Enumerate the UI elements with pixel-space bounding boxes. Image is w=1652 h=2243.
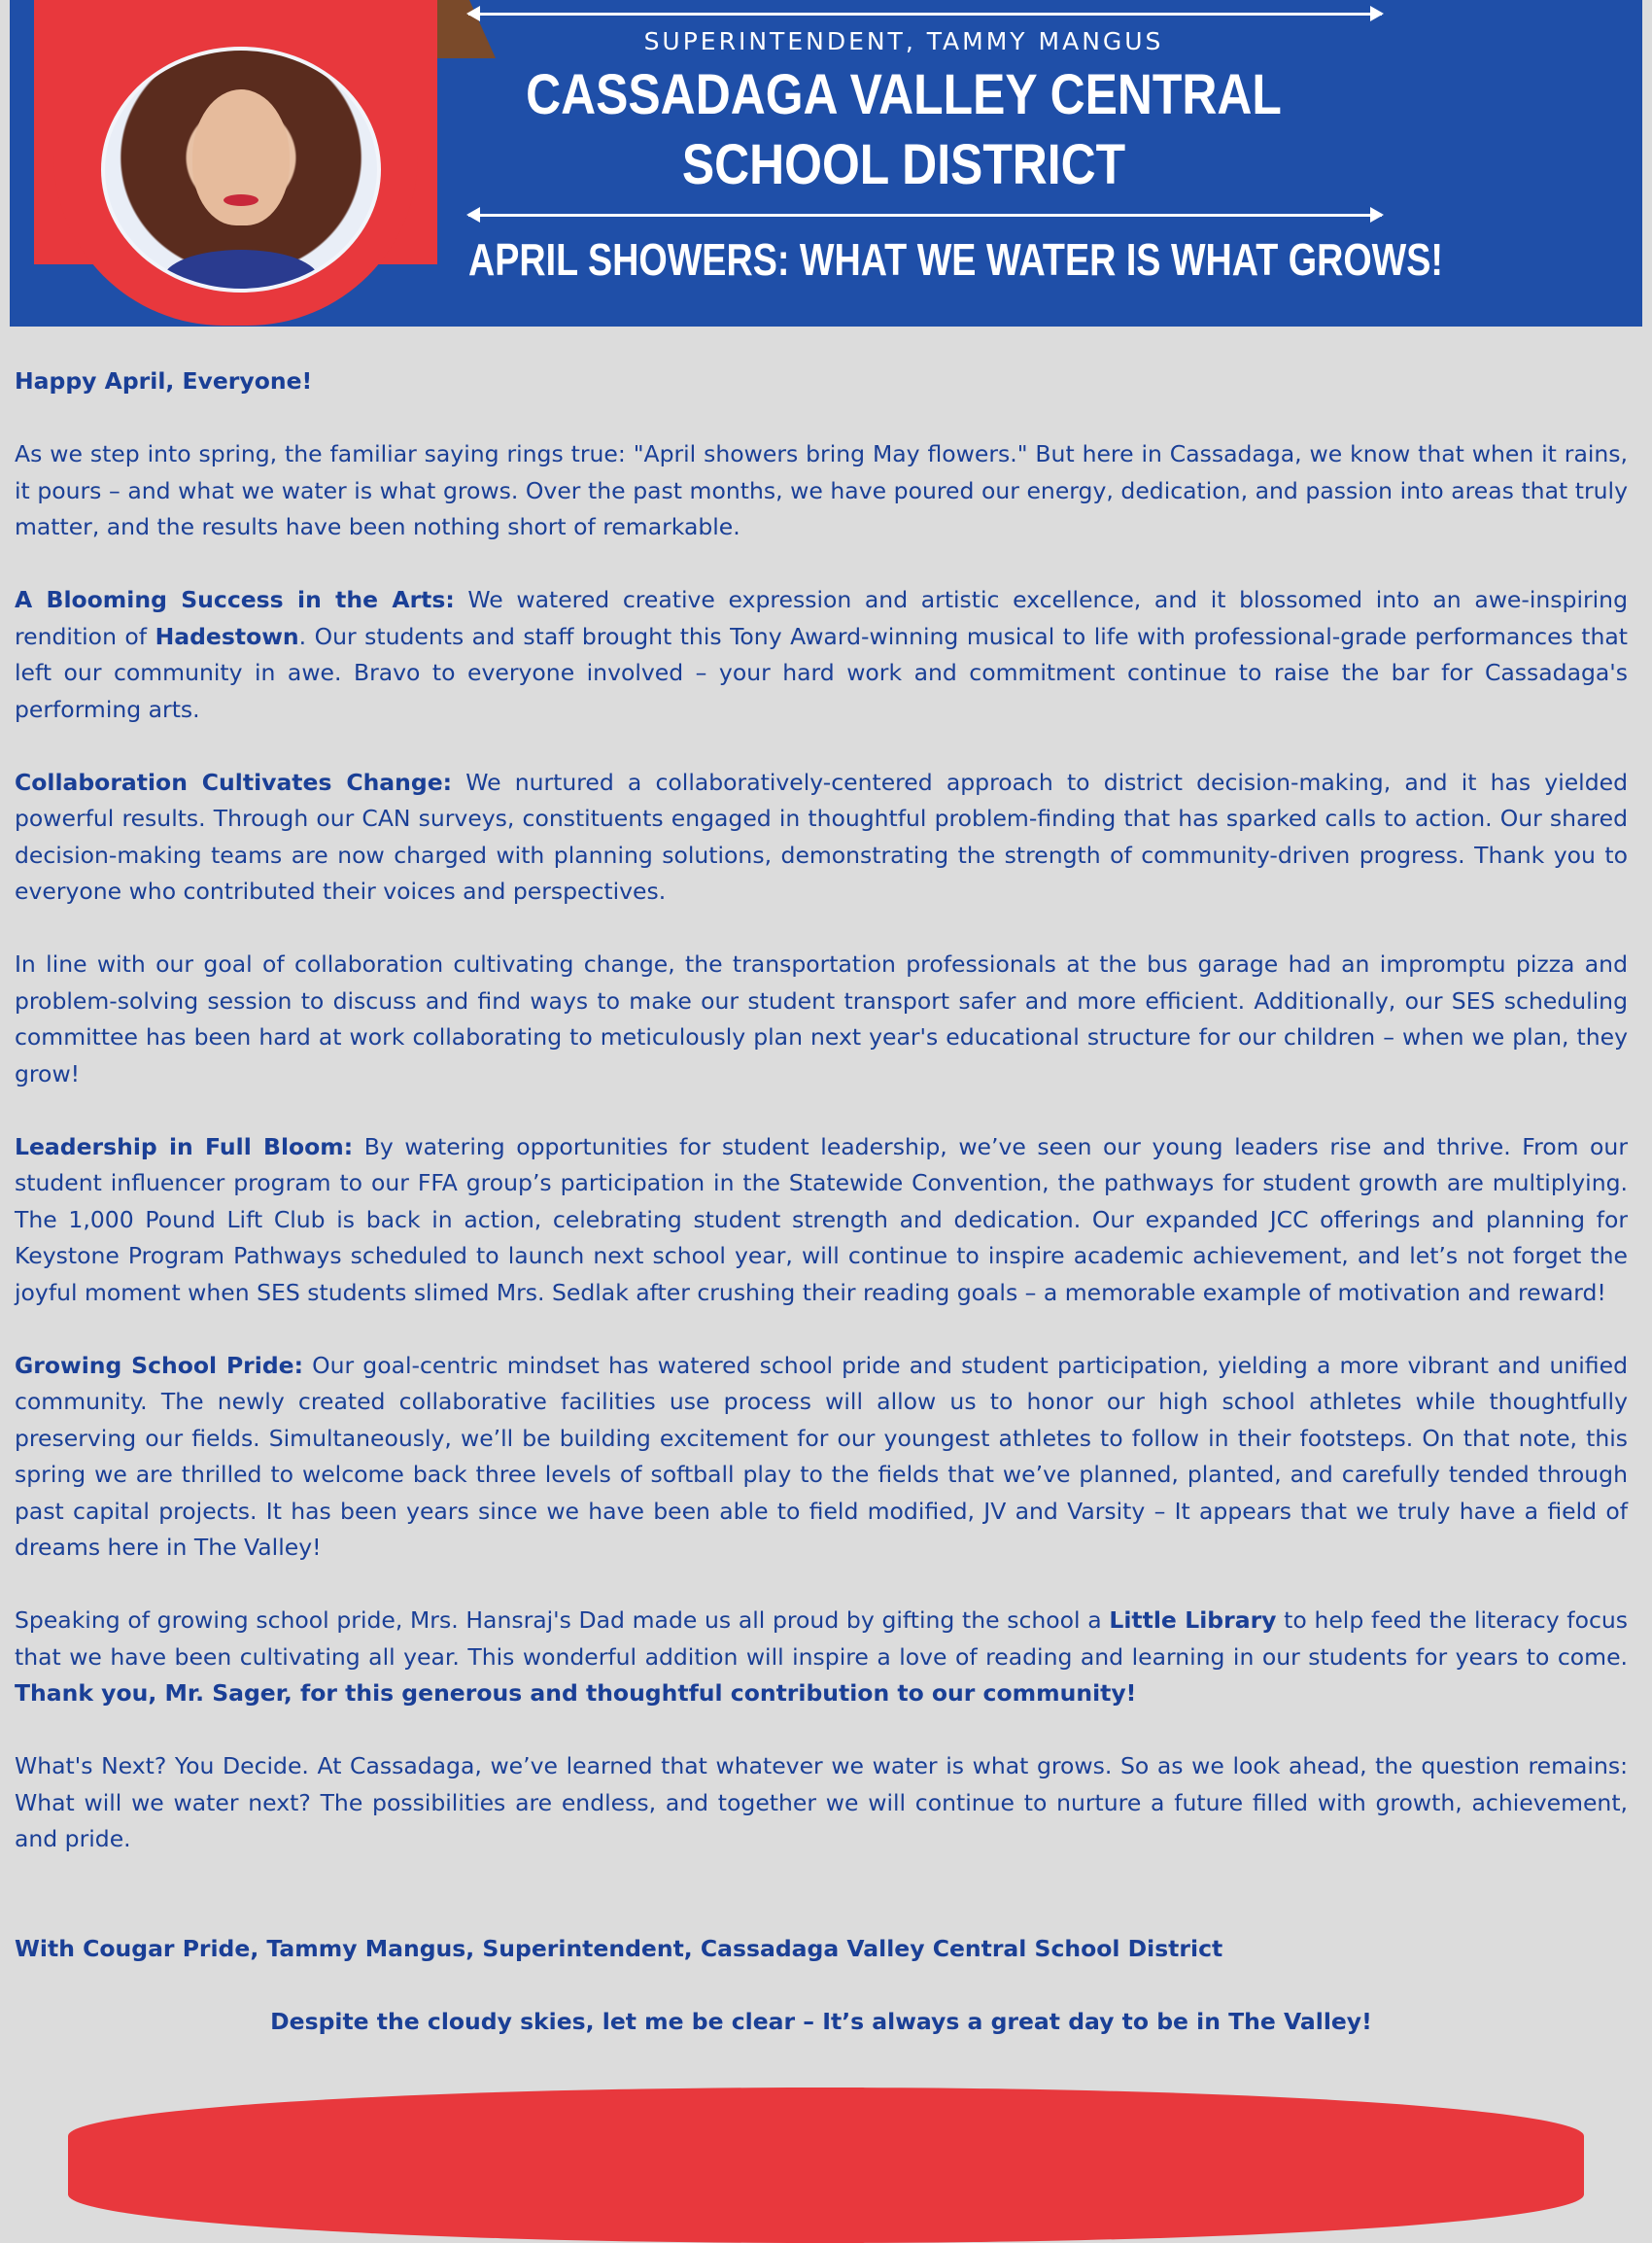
- collaboration-paragraph: [15, 765, 1628, 911]
- tagline: Despite the cloudy skies, let me be clear – It’s always a great day to be in The Valley!: [270, 2007, 1372, 2035]
- greeting: Happy April, Everyone!: [15, 367, 313, 395]
- leadership-paragraph: [15, 1129, 1628, 1312]
- intro-paragraph: As we step into spring, the familiar saying rings true: "April showers bring May flowers." But here in Cassadaga, we know that when it rains, it pours – and what we water is what grows. Over the past months, we have poured our energy, dedication, and passion into areas that truly matter, and the results have been nothing short of remarkable.: [15, 440, 1628, 540]
- transport-paragraph: In line with our goal of collaboration cultivating change, the transportation professionals at the bus garage had an impromptu pizza and problem-solving session to discuss and find ways to make our student transport safer and more efficient. Additionally, our SES scheduling committee has been hard at work collaborating to meticulously plan next year's educational structure for our children – when we plan, they grow!: [15, 950, 1628, 1087]
- photo-shirt: [163, 250, 319, 293]
- arts-paragraph: [15, 582, 1628, 728]
- pride-paragraph: [15, 1348, 1628, 1567]
- district-title-line1: CASSADAGA VALLEY CENTRAL: [526, 63, 1282, 126]
- superintendent-photo: [101, 47, 381, 293]
- library-paragraph: [15, 1603, 1628, 1712]
- leadership-text: By watering opportunities for student leadership, we’ve seen our young leaders rise and thrive. From our student influencer program to our FFA group’s participation in the Statewide Convention, the pathways for student growth are multiplying. The 1,000 Pound Lift Club is back in action, celebrating student strength and dedication. Our expanded JCC offerings and planning for Keystone Program Pathways scheduled to launch next school year, will continue to inspire academic achievement, and let’s not forget the joyful moment when SES students slimed Mrs. Sedlak after crushing their reading goals – a memorable example of motivation and reward!: [15, 1132, 1628, 1306]
- arts-show-name: Hadestown: [155, 622, 299, 650]
- pride-heading: Growing School Pride:: [15, 1351, 303, 1379]
- footer-red-band: [68, 2088, 1584, 2243]
- newsletter-theme: APRIL SHOWERS: WHAT WE WATER IS WHAT GROWS!: [468, 234, 1443, 285]
- library-highlight: Little Library: [1109, 1606, 1277, 1634]
- collaboration-heading: Collaboration Cultivates Change:: [15, 768, 453, 796]
- superintendent-line: SUPERINTENDENT, TAMMY MANGUS: [643, 27, 1164, 55]
- signoff: With Cougar Pride, Tammy Mangus, Superintendent, Cassadaga Valley Central School District: [15, 1934, 1223, 1962]
- pride-text: Our goal-centric mindset has watered school pride and student participation, yielding a more vibrant and unified community. The newly created collaborative facilities use process will allow us to honor our high school athletes while thoughtfully preserving our fields. Simultaneously, we’ll be building excitement for our youngest athletes to follow in their footsteps. On that note, this spring we are thrilled to welcome back three levels of softball play to the fields that we’ve planned, planted, and carefully tended through past capital projects. It has been years since we have been able to field modified, JV and Varsity – It appears that we truly have a field of dreams here in The Valley!: [15, 1351, 1628, 1561]
- leadership-heading: Leadership in Full Bloom:: [15, 1132, 354, 1160]
- spacer: [15, 1894, 1628, 1931]
- library-text-after: to help feed the literacy focus that we have been cultivating all year. This wonderful addition will inspire a love of reading and learning in our students for years to come.: [15, 1606, 1629, 1671]
- district-title: [511, 60, 1296, 200]
- library-text-before: Speaking of growing school pride, Mrs. Hansraj's Dad made us all proud by gifting the school a: [15, 1606, 1110, 1634]
- arts-heading: A Blooming Success in the Arts:: [15, 586, 455, 613]
- library-thanks: Thank you, Mr. Sager, for this generous and thoughtful contribution to our community!: [15, 1679, 1137, 1707]
- letter-body: [15, 363, 1628, 2077]
- district-title-line2: SCHOOL DISTRICT: [681, 133, 1126, 196]
- collaboration-text: We nurtured a collaboratively-centered approach to district decision-making, and it has yielded powerful results. Through our CAN surveys, constituents engaged in thoughtful problem-finding that has sparked calls to action. Our shared decision-making teams are now charged with planning solutions, demonstrating the strength of community-driven progress. Thank you to everyone who contributed their voices and perspectives.: [15, 768, 1628, 905]
- double-arrow-bottom: [468, 214, 1382, 217]
- arts-text-before: We watered creative expression and artistic excellence, and it blossomed into an awe-inspiring rendition of: [15, 586, 1628, 650]
- double-arrow-top: [468, 13, 1382, 16]
- arts-text-after: . Our students and staff brought this Tony Award-winning musical to life with professional-grade performances that left our community in awe. Bravo to everyone involved – your hard work and commitment continue to raise the bar for Cassadaga's performing arts.: [15, 622, 1628, 723]
- photo-lips: [224, 194, 258, 206]
- next-paragraph: What's Next? You Decide. At Cassadaga, we’ve learned that whatever we water is what grows. So as we look ahead, the question remains: What will we water next? The possibilities are endless, and together we will continue to nurture a future filled with growth, achievement, and pride.: [15, 1752, 1628, 1852]
